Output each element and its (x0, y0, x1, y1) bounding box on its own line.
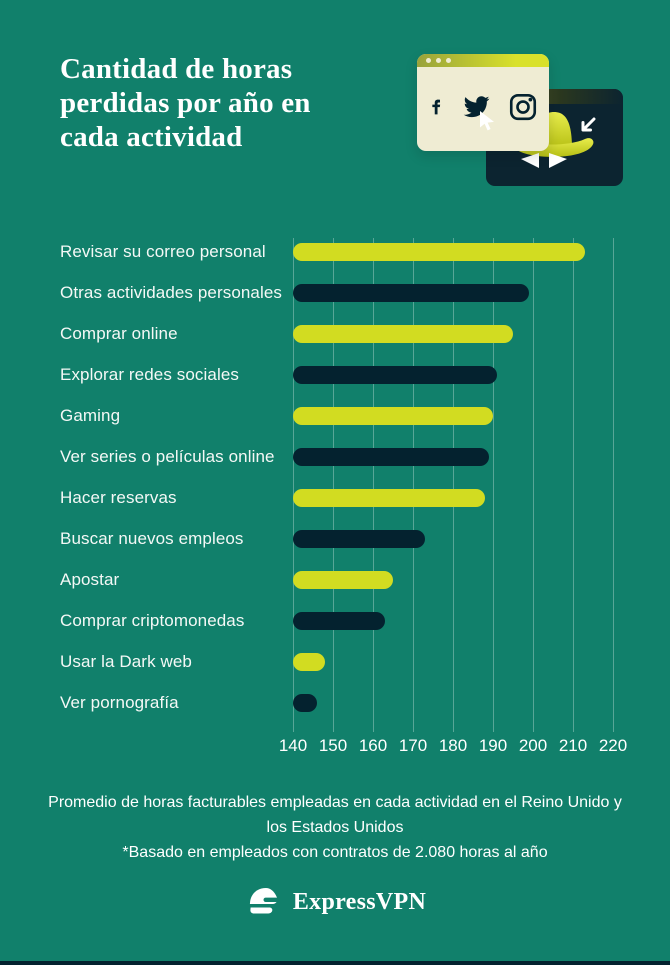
category-label: Apostar (60, 569, 120, 589)
bar-track (293, 366, 640, 384)
page-title (60, 52, 430, 154)
category-label: Explorar redes sociales (60, 364, 239, 384)
chart-bar (293, 653, 325, 671)
window-dot (426, 58, 431, 63)
spy-left-eye (521, 153, 539, 168)
chart-bar (293, 325, 513, 343)
category-label: Comprar online (60, 323, 178, 343)
footnote-line-2: *Basado en empleados con contratos de 2.080 horas al año (122, 844, 548, 861)
bar-track (293, 612, 640, 630)
chart-bar (293, 366, 497, 384)
chart-row (60, 477, 640, 518)
category-label: Revisar su correo personal (60, 241, 266, 261)
chart-row (60, 231, 640, 272)
bar-track (293, 694, 640, 712)
x-tick-label: 180 (438, 736, 468, 755)
social-icons-row (417, 67, 549, 147)
x-tick-label: 200 (518, 736, 548, 755)
category-label: Comprar criptomonedas (60, 610, 245, 630)
title-line-2: perdidas por año en (60, 87, 311, 119)
chart-rows (60, 231, 640, 723)
chart-row (60, 313, 640, 354)
chart-bar (293, 284, 529, 302)
instagram-icon (508, 92, 538, 122)
bar-track (293, 284, 640, 302)
brand-name: ExpressVPN (292, 888, 427, 915)
window-dot (436, 58, 441, 63)
x-tick-label: 220 (598, 736, 628, 755)
x-tick-label: 210 (558, 736, 588, 755)
category-label: Gaming (60, 405, 121, 425)
brand-logo (0, 882, 670, 922)
chart-bar (293, 489, 485, 507)
title-line-3: cada actividad (60, 121, 243, 153)
bar-track (293, 448, 640, 466)
chart-bar (293, 694, 317, 712)
arrow-cursor-icon (583, 119, 594, 130)
chart-row (60, 354, 640, 395)
chart-bar (293, 612, 385, 630)
window-dot (446, 58, 451, 63)
title-line-1: Cantidad de horas (60, 53, 293, 85)
chart-bar (293, 407, 493, 425)
pointer-cursor-icon (478, 110, 497, 132)
x-tick-label: 170 (398, 736, 428, 755)
social-browser-window (417, 54, 549, 151)
bar-track (293, 530, 640, 548)
x-tick-label: 160 (358, 736, 388, 755)
chart-row (60, 272, 640, 313)
chart-footnote (46, 790, 624, 865)
category-label: Ver series o películas online (60, 446, 275, 466)
chart-row (60, 518, 640, 559)
bar-track (293, 325, 640, 343)
x-tick-label: 140 (278, 736, 308, 755)
bar-chart (60, 231, 640, 761)
bar-track (293, 407, 640, 425)
chart-bar (293, 448, 489, 466)
footnote-line-1: Promedio de horas facturables empleadas en cada actividad en el Reino Unido y los Estados Unidos (48, 794, 622, 836)
category-label: Hacer reservas (60, 487, 177, 507)
chart-row (60, 559, 640, 600)
chart-bar (293, 243, 585, 261)
chart-row (60, 395, 640, 436)
x-tick-label: 150 (318, 736, 348, 755)
facebook-icon (428, 93, 444, 121)
chart-row (60, 682, 640, 723)
x-tick-label: 190 (478, 736, 508, 755)
category-label: Otras actividades personales (60, 282, 283, 302)
expressvpn-icon (244, 882, 284, 922)
category-label: Usar la Dark web (60, 651, 192, 671)
chart-row (60, 436, 640, 477)
chart-bar (293, 530, 425, 548)
bar-track (293, 653, 640, 671)
chart-bar (293, 571, 393, 589)
bottom-edge-strip (0, 961, 670, 965)
social-window-titlebar (417, 54, 549, 67)
category-label: Ver pornografía (60, 692, 179, 712)
x-axis (278, 736, 653, 758)
category-label: Buscar nuevos empleos (60, 528, 244, 548)
chart-row (60, 600, 640, 641)
bar-track (293, 571, 640, 589)
bar-track (293, 489, 640, 507)
chart-row (60, 641, 640, 682)
bar-track (293, 243, 640, 261)
